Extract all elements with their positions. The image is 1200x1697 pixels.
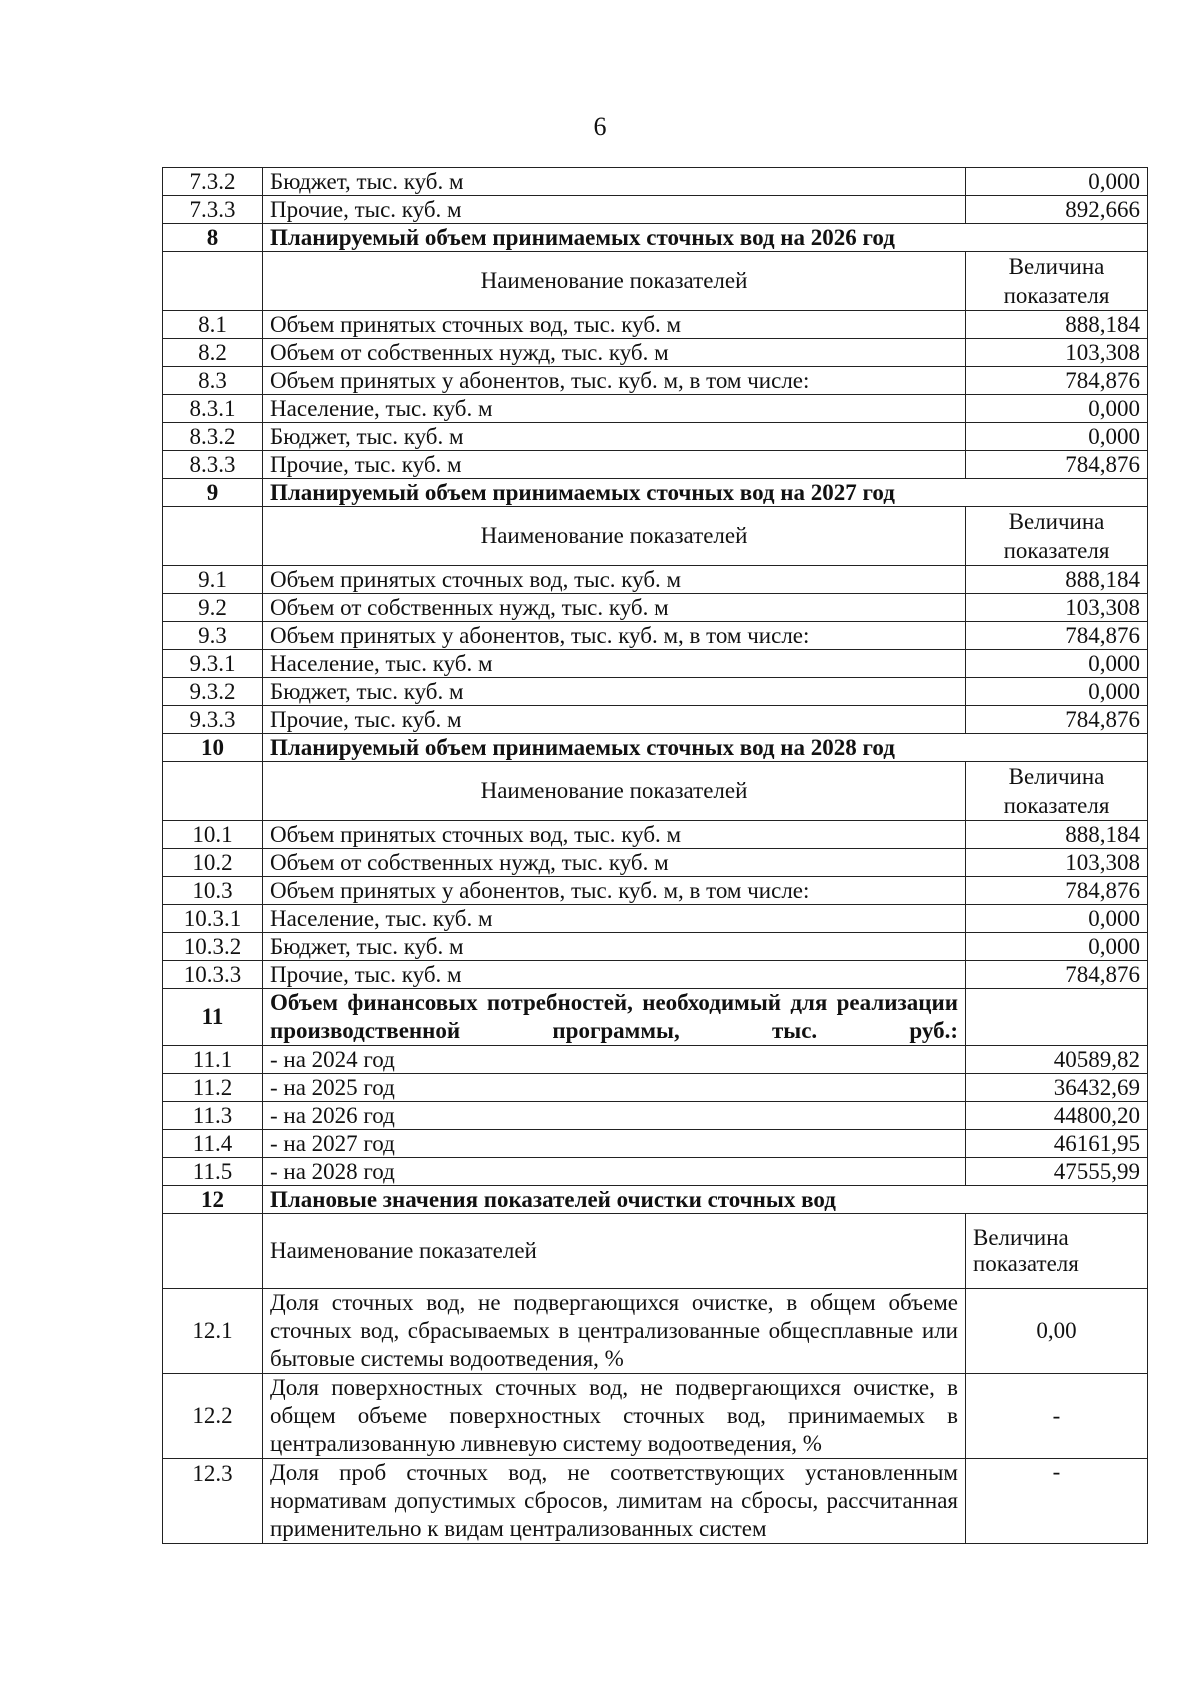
table-row xyxy=(163,367,1148,395)
table-row xyxy=(163,877,1148,905)
row-number: 12.3 xyxy=(163,1459,263,1544)
column-header-name: Наименование показателей xyxy=(263,762,966,821)
row-label: Население, тыс. куб. м xyxy=(263,905,966,933)
row-label: Объем принятых у абонентов, тыс. куб. м, в том числе: xyxy=(263,367,966,395)
table-row xyxy=(163,1214,1148,1289)
table-row xyxy=(163,1102,1148,1130)
row-number: 9.1 xyxy=(163,566,263,594)
row-label: - на 2025 год xyxy=(263,1074,966,1102)
row-value: 47555,99 xyxy=(966,1158,1148,1186)
page-number: 6 xyxy=(593,112,607,141)
row-value: - xyxy=(966,1459,1148,1544)
table-row xyxy=(163,594,1148,622)
row-number: 10.3.1 xyxy=(163,905,263,933)
row-number: 10.1 xyxy=(163,821,263,849)
column-header-value-line1: Величина xyxy=(1008,254,1105,279)
column-header-value-line1: Величина xyxy=(973,1225,1069,1250)
row-number: 7.3.3 xyxy=(163,196,263,224)
row-value: 888,184 xyxy=(966,311,1148,339)
section-number: 12 xyxy=(163,1186,263,1214)
column-header-name: Наименование показателей xyxy=(263,1214,966,1289)
row-label: Объем от собственных нужд, тыс. куб. м xyxy=(263,339,966,367)
row-value: 0,000 xyxy=(966,168,1148,196)
table-row xyxy=(163,678,1148,706)
row-label: Объем принятых сточных вод, тыс. куб. м xyxy=(263,311,966,339)
table-row xyxy=(163,507,1148,566)
row-label: Объем от собственных нужд, тыс. куб. м xyxy=(263,594,966,622)
section-title: Планируемый объем принимаемых сточных вод на 2028 год xyxy=(263,734,1148,762)
table-row xyxy=(163,1459,1148,1544)
indicators-table-body xyxy=(163,168,1148,1544)
row-number: 11.1 xyxy=(163,1046,263,1074)
row-label: Прочие, тыс. куб. м xyxy=(263,706,966,734)
row-value: 0,000 xyxy=(966,395,1148,423)
section-title: Плановые значения показателей очистки сточных вод xyxy=(263,1186,1148,1214)
column-header-value xyxy=(966,1214,1148,1289)
column-header-value-line1: Величина xyxy=(1008,764,1105,789)
table-row xyxy=(163,706,1148,734)
row-number: 10.3 xyxy=(163,877,263,905)
row-number: 10.3.3 xyxy=(163,961,263,989)
table-row xyxy=(163,734,1148,762)
section-title: Планируемый объем принимаемых сточных вод на 2026 год xyxy=(263,224,1148,252)
table-row xyxy=(163,762,1148,821)
table-row xyxy=(163,196,1148,224)
column-header-value xyxy=(966,252,1148,311)
table-row xyxy=(163,1186,1148,1214)
row-value: 784,876 xyxy=(966,877,1148,905)
row-label: - на 2026 год xyxy=(263,1102,966,1130)
table-row xyxy=(163,395,1148,423)
row-number: 9.2 xyxy=(163,594,263,622)
table-row xyxy=(163,168,1148,196)
row-value: 784,876 xyxy=(966,706,1148,734)
table-row xyxy=(163,1374,1148,1459)
column-header-value xyxy=(966,762,1148,821)
row-label: - на 2024 год xyxy=(263,1046,966,1074)
row-number: 8.3.2 xyxy=(163,423,263,451)
table-row xyxy=(163,849,1148,877)
table-row xyxy=(163,905,1148,933)
row-number: 11.4 xyxy=(163,1130,263,1158)
row-label: Бюджет, тыс. куб. м xyxy=(263,168,966,196)
row-label: - на 2028 год xyxy=(263,1158,966,1186)
row-value: 0,000 xyxy=(966,423,1148,451)
table-row xyxy=(163,224,1148,252)
row-label: Объем принятых у абонентов, тыс. куб. м, в том числе: xyxy=(263,877,966,905)
row-value: 784,876 xyxy=(966,961,1148,989)
row-value: 784,876 xyxy=(966,367,1148,395)
section-number: 11 xyxy=(163,989,263,1046)
column-header-value-line1: Величина xyxy=(1008,509,1105,534)
column-header-name: Наименование показателей xyxy=(263,252,966,311)
row-value: 36432,69 xyxy=(966,1074,1148,1102)
row-number: 11.3 xyxy=(163,1102,263,1130)
table-row xyxy=(163,311,1148,339)
indicators-table xyxy=(162,167,1148,1544)
row-label: Прочие, тыс. куб. м xyxy=(263,961,966,989)
row-value: 0,000 xyxy=(966,678,1148,706)
table-row xyxy=(163,252,1148,311)
row-number: 9.3 xyxy=(163,622,263,650)
section-number: 8 xyxy=(163,224,263,252)
row-number: 11.2 xyxy=(163,1074,263,1102)
table-row xyxy=(163,961,1148,989)
row-number: 8.1 xyxy=(163,311,263,339)
table-row xyxy=(163,989,1148,1046)
table-row xyxy=(163,479,1148,507)
table-row xyxy=(163,451,1148,479)
section-number: 10 xyxy=(163,734,263,762)
row-value: 0,000 xyxy=(966,650,1148,678)
row-label: Бюджет, тыс. куб. м xyxy=(263,933,966,961)
empty-cell xyxy=(163,762,263,821)
row-value xyxy=(966,989,1148,1046)
row-number: 9.3.3 xyxy=(163,706,263,734)
row-value: 892,666 xyxy=(966,196,1148,224)
row-number: 12.2 xyxy=(163,1374,263,1459)
row-label: - на 2027 год xyxy=(263,1130,966,1158)
column-header-name: Наименование показателей xyxy=(263,507,966,566)
row-value: - xyxy=(966,1374,1148,1459)
row-value: 103,308 xyxy=(966,339,1148,367)
column-header-value-line2: показателя xyxy=(1003,283,1110,308)
table-row xyxy=(163,1046,1148,1074)
column-header-value xyxy=(966,507,1148,566)
row-label: Прочие, тыс. куб. м xyxy=(263,196,966,224)
row-label xyxy=(263,1459,966,1544)
row-label: Прочие, тыс. куб. м xyxy=(263,451,966,479)
row-label xyxy=(263,1289,966,1374)
row-number: 8.3.3 xyxy=(163,451,263,479)
table-row xyxy=(163,933,1148,961)
row-value: 0,00 xyxy=(966,1289,1148,1374)
table-row xyxy=(163,1074,1148,1102)
row-number: 8.2 xyxy=(163,339,263,367)
row-number: 7.3.2 xyxy=(163,168,263,196)
row-label-text: Доля сточных вод, не подвергающихся очистке, в общем объеме сточных вод, сбрасываемых в централизованные общесплавные или бытовые системы водоотведения, % xyxy=(270,1290,958,1371)
row-value: 784,876 xyxy=(966,451,1148,479)
table-row xyxy=(163,1158,1148,1186)
row-value: 0,000 xyxy=(966,933,1148,961)
row-number: 12.1 xyxy=(163,1289,263,1374)
row-number: 8.3.1 xyxy=(163,395,263,423)
row-number: 10.3.2 xyxy=(163,933,263,961)
column-header-value-line2: показателя xyxy=(1003,538,1110,563)
row-label: Население, тыс. куб. м xyxy=(263,650,966,678)
column-header-value-line2: показателя xyxy=(1003,793,1110,818)
row-label: Объем принятых сточных вод, тыс. куб. м xyxy=(263,566,966,594)
table-row xyxy=(163,566,1148,594)
row-label-text: Доля поверхностных сточных вод, не подвергающихся очистке, в общем объеме поверхностных сточных вод, принимаемых в централизованную ливневую систему водоотведения, % xyxy=(270,1375,958,1456)
section-title-text: Объем финансовых потребностей, необходимый для реализации производственной программы, тыс. руб.: xyxy=(270,990,958,1043)
row-number: 8.3 xyxy=(163,367,263,395)
row-number: 11.5 xyxy=(163,1158,263,1186)
table-row xyxy=(163,650,1148,678)
section-number: 9 xyxy=(163,479,263,507)
row-label: Объем от собственных нужд, тыс. куб. м xyxy=(263,849,966,877)
row-label-text: Доля проб сточных вод, не соответствующих установленным нормативам допустимых сбросов, лимитам на сбросы, рассчитанная применительно к видам централизованных систем xyxy=(270,1460,958,1541)
table-row xyxy=(163,821,1148,849)
row-value: 0,000 xyxy=(966,905,1148,933)
table-row xyxy=(163,1289,1148,1374)
row-label: Бюджет, тыс. куб. м xyxy=(263,423,966,451)
table-row xyxy=(163,1130,1148,1158)
table-row xyxy=(163,423,1148,451)
row-label: Объем принятых сточных вод, тыс. куб. м xyxy=(263,821,966,849)
row-label xyxy=(263,1374,966,1459)
section-title: Планируемый объем принимаемых сточных вод на 2027 год xyxy=(263,479,1148,507)
empty-cell xyxy=(163,252,263,311)
row-label: Объем принятых у абонентов, тыс. куб. м, в том числе: xyxy=(263,622,966,650)
row-number: 10.2 xyxy=(163,849,263,877)
section-title xyxy=(263,989,966,1046)
row-value: 40589,82 xyxy=(966,1046,1148,1074)
empty-cell xyxy=(163,507,263,566)
row-value: 784,876 xyxy=(966,622,1148,650)
table-row xyxy=(163,622,1148,650)
row-value: 103,308 xyxy=(966,594,1148,622)
empty-cell xyxy=(163,1214,263,1289)
row-label: Население, тыс. куб. м xyxy=(263,395,966,423)
row-number: 9.3.1 xyxy=(163,650,263,678)
row-value: 888,184 xyxy=(966,566,1148,594)
row-value: 888,184 xyxy=(966,821,1148,849)
table-row xyxy=(163,339,1148,367)
row-value: 44800,20 xyxy=(966,1102,1148,1130)
row-label: Бюджет, тыс. куб. м xyxy=(263,678,966,706)
row-value: 46161,95 xyxy=(966,1130,1148,1158)
row-value: 103,308 xyxy=(966,849,1148,877)
row-number: 9.3.2 xyxy=(163,678,263,706)
column-header-value-line2: показателя xyxy=(973,1251,1079,1276)
